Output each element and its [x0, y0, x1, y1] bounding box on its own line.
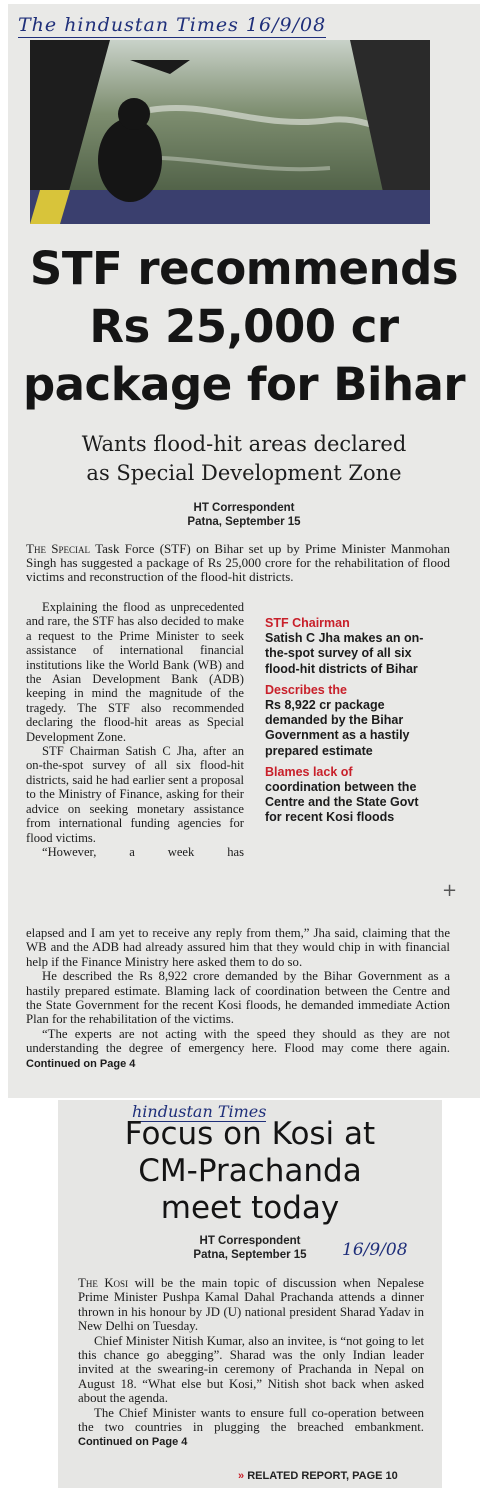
body-paragraph [26, 1027, 450, 1071]
aerial-flood-photo [30, 40, 430, 224]
related-report-text: RELATED REPORT, PAGE 10 [247, 1470, 398, 1482]
sidebar-title: Blames lack of [265, 764, 353, 779]
body-paragraph: elapsed and I am yet to receive any reply from them,” Jha said, claiming that the WB and the ADB had already assured him that they would chip in with financial help if the Finance Ministry here asked them to do so. [26, 926, 450, 969]
body-paragraph: STF Chairman Satish C Jha, after an on-the-spot survey of all six flood-hit districts, said he had earlier sent a proposal to the Ministry of Finance, asking for their advice on seeking monetary assistance from international funding agencies for flood victims. [26, 744, 244, 845]
lead-text: will be the main topic of discussion when Nepalese Prime Minister Pushpa Kamal Dahal Prachanda attends a dinner thrown in his honour by JD (U) national president Sharad Yadav in New Delhi on Tuesday. [78, 1276, 424, 1334]
double-arrow-icon: » [238, 1470, 245, 1482]
body-paragraph: “However, a week has [42, 844, 244, 859]
byline-name: HT Correspondent [193, 502, 295, 514]
sidebar-title: Describes the [265, 682, 347, 697]
body-paragraph: He described the Rs 8,922 crore demanded by the Bihar Government as a hastily prepared estimate. Blaming lack of coordination between the Centre and the State Government for the recent Kosi floods, he demanded immediate Action Plan for the rehabilitation of the victims. [26, 969, 450, 1027]
left-column [26, 600, 244, 859]
clipping-kosi-article [58, 1100, 442, 1488]
closing-text: The Chief Minister wants to ensure full co-operation between the two countries in plugging the breached embankment. [78, 1405, 424, 1435]
clipping-stf-article [8, 4, 480, 1098]
byline-dateline: Patna, September 15 [187, 516, 301, 528]
lead-paragraph [26, 542, 450, 585]
sidebar-body: coordination between the Centre and the State Govt for recent Kosi floods [265, 780, 419, 825]
sidebar-item [265, 765, 425, 826]
sidebar-highlights [265, 616, 425, 826]
continued-link[interactable]: Continued on Page 4 [78, 1436, 188, 1449]
handwritten-header-text: The hindustan Times 16/9/08 [18, 14, 327, 36]
sidebar-item [265, 683, 425, 759]
sidebar-item [265, 616, 425, 677]
deck-line: as Special Development Zone [86, 461, 402, 485]
byline-name: HT Correspondent [199, 1235, 301, 1247]
sidebar-title: STF Chairman [265, 616, 350, 630]
headline-line: package for Bihar [22, 358, 466, 411]
crosshair-mark-icon: + [442, 880, 458, 901]
aerial-flood-photo-icon [30, 40, 430, 224]
related-report-link[interactable] [238, 1470, 398, 1482]
handwritten-date-text: 16/9/08 [342, 1240, 408, 1260]
lead-smallcaps: The Kosi [78, 1276, 129, 1290]
handwritten-date-note [342, 1240, 408, 1260]
sidebar-body: Rs 8,922 cr package demanded by the Bihar Government as a hastily prepared estimate [265, 698, 410, 758]
lead-smallcaps: The Special [26, 541, 90, 556]
main-headline [8, 240, 480, 414]
full-width-body [26, 926, 450, 1071]
closing-quote-text: “The experts are not acting with the speed they should as they are not understanding the degree of emergency here. Flood may come there again. [26, 1026, 450, 1056]
handwritten-source-note [18, 14, 326, 38]
headline-line: Focus on Kosi at [124, 1116, 376, 1152]
kosi-headline [58, 1116, 442, 1227]
byline-dateline: Patna, September 15 [193, 1249, 307, 1261]
body-paragraph: Explaining the flood as unprecedented and rare, the STF has also decided to make a request to the Prime Minister to seek assistance of international financial institutions like the World Bank (WB) and the Asian Development Bank (ADB) keeping in mind the magnitude of the tragedy. The STF also recommended declaring the flood-hit areas as Special Development Zone. [26, 600, 244, 744]
body-paragraph [78, 1406, 424, 1450]
handwritten-header-text: hindustan Times [132, 1102, 267, 1121]
continued-link[interactable]: Continued on Page 4 [26, 1057, 136, 1070]
headline-line: CM-Prachanda [138, 1153, 362, 1189]
lead-text: Task Force (STF) on Bihar set up by Prime Minister Manmohan Singh has suggested a package of Rs 25,000 crore for the rehabilitation of flood victims and reconstruction of the flood-hit districts. [26, 541, 450, 585]
sub-headline [8, 430, 480, 488]
headline-line: Rs 25,000 cr [89, 300, 399, 353]
deck-line: Wants flood-hit areas declared [81, 432, 407, 456]
kosi-body [78, 1276, 424, 1450]
body-paragraph: Chief Minister Nitish Kumar, also an invitee, is “not going to let this chance go abegging”. Sharad was the only Indian leader invited at the swearing-in ceremony of Prachanda in Nepal on August 18. “What else but Kosi,” Nitish shot back when asked about the agenda. [78, 1333, 424, 1406]
sidebar-body: Satish C Jha makes an on-the-spot survey of all six flood-hit districts of Bihar [265, 631, 424, 676]
byline [8, 501, 480, 529]
headline-line: meet today [160, 1190, 340, 1226]
headline-line: STF recommends [29, 242, 459, 295]
